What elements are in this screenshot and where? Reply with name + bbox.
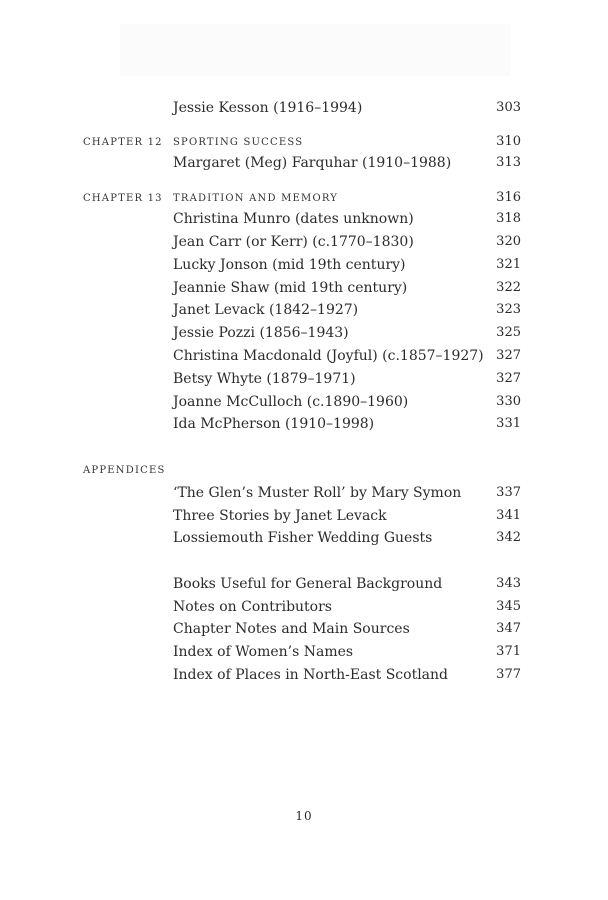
entry-title: Chapter Notes and Main Sources	[173, 621, 410, 637]
entry-page: 345	[496, 599, 521, 614]
appendices-label: APPENDICES	[83, 465, 166, 476]
entry-title: Christina Macdonald (Joyful) (c.1857–1927)	[173, 348, 484, 364]
entry-page: 327	[496, 371, 521, 386]
entry-page: 371	[496, 644, 521, 659]
toc-entry	[173, 508, 521, 526]
toc-entry	[173, 211, 521, 229]
entry-title: Christina Munro (dates unknown)	[173, 211, 414, 227]
entry-page: 327	[496, 348, 521, 363]
toc-entry	[173, 325, 521, 343]
entry-page: 331	[496, 416, 521, 431]
entry-title: Lucky Jonson (mid 19th century)	[173, 257, 406, 273]
chapter-heading-page: 310	[496, 134, 521, 149]
entry-page: 347	[496, 621, 521, 636]
entry-page: 313	[496, 155, 521, 170]
entry-title: Lossiemouth Fisher Wedding Guests	[173, 530, 433, 546]
chapter-heading: TRADITION AND MEMORY	[173, 193, 339, 204]
entry-title: Ida McPherson (1910–1998)	[173, 416, 375, 432]
entry-title: Notes on Contributors	[173, 599, 332, 615]
toc-entry	[173, 416, 521, 434]
toc-entry	[173, 485, 521, 503]
page-number: 10	[295, 809, 313, 823]
entry-page: 320	[496, 234, 521, 249]
toc-entry	[173, 280, 521, 298]
faded-running-head	[120, 24, 510, 76]
toc-entry	[173, 348, 521, 366]
toc-entry	[173, 644, 521, 662]
chapter-heading: SPORTING SUCCESS	[173, 137, 304, 148]
entry-page: 323	[496, 302, 521, 317]
entry-page: 318	[496, 211, 521, 226]
toc-entry	[173, 576, 521, 594]
entry-page: 337	[496, 485, 521, 500]
entry-title: Jeannie Shaw (mid 19th century)	[173, 280, 408, 296]
toc-entry	[173, 621, 521, 639]
toc-entry	[173, 155, 521, 173]
entry-title: Betsy Whyte (1879–1971)	[173, 371, 356, 387]
entry-page: 330	[496, 394, 521, 409]
entry-page: 325	[496, 325, 521, 340]
entry-page: 377	[496, 667, 521, 682]
entry-title: Books Useful for General Background	[173, 576, 443, 592]
entry-title: Joanne McCulloch (c.1890–1960)	[173, 394, 409, 410]
toc-entry	[173, 667, 521, 685]
entry-page: 342	[496, 530, 521, 545]
chapter-label: CHAPTER 12	[83, 137, 163, 148]
toc-entry	[173, 394, 521, 412]
toc-entry	[173, 257, 521, 275]
entry-title: Jessie Kesson (1916–1994)	[173, 100, 363, 116]
toc-entry	[173, 530, 521, 548]
chapter-heading-page: 316	[496, 190, 521, 205]
entry-title: Margaret (Meg) Farquhar (1910–1988)	[173, 155, 452, 171]
toc-entry	[173, 100, 521, 118]
entry-title: ‘The Glen’s Muster Roll’ by Mary Symon	[173, 485, 462, 501]
entry-title: Jessie Pozzi (1856–1943)	[173, 325, 349, 341]
entry-page: 341	[496, 508, 521, 523]
entry-title: Three Stories by Janet Levack	[173, 508, 387, 524]
toc-entry	[173, 302, 521, 320]
entry-title: Jean Carr (or Kerr) (c.1770–1830)	[173, 234, 414, 250]
entry-title: Janet Levack (1842–1927)	[173, 302, 359, 318]
entry-page: 303	[496, 100, 521, 115]
toc-entry	[173, 234, 521, 252]
chapter-label: CHAPTER 13	[83, 193, 163, 204]
entry-title: Index of Places in North-East Scotland	[173, 667, 449, 683]
entry-page: 321	[496, 257, 521, 272]
entry-title: Index of Women’s Names	[173, 644, 354, 660]
toc-entry	[173, 599, 521, 617]
toc-entry	[173, 371, 521, 389]
entry-page: 322	[496, 280, 521, 295]
entry-page: 343	[496, 576, 521, 591]
